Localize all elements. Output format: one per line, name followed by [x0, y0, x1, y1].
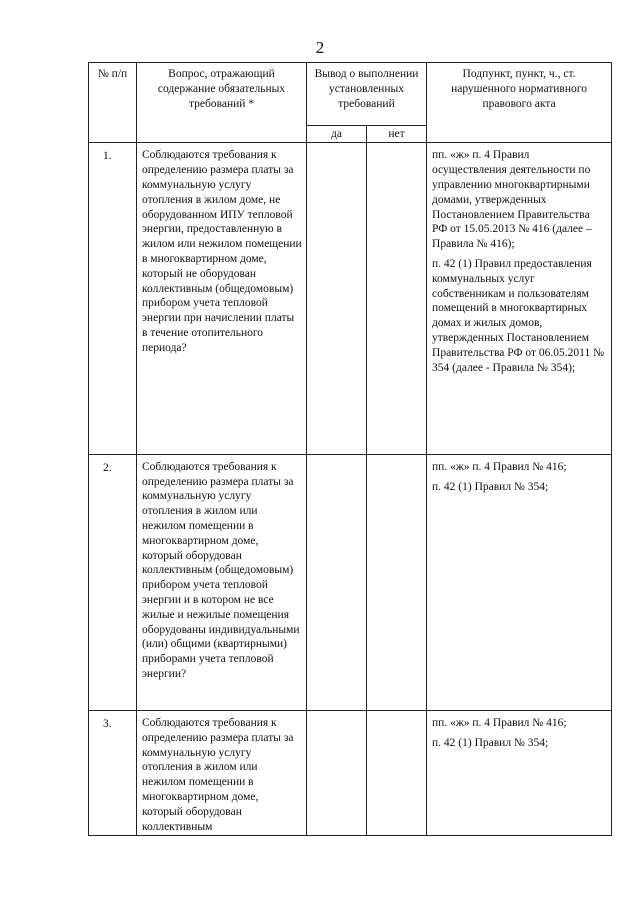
no-cell[interactable] [367, 143, 427, 454]
row-number: 2. [89, 454, 137, 710]
row-reference [427, 143, 612, 454]
yes-cell[interactable] [307, 711, 367, 836]
row-question: Соблюдаются требования к определению размера платы за коммунальную услугу отопления в жилом доме, не оборудованном ИПУ тепловой энергии, предоставленную в жилом или нежилом помещении в многоквартирном доме, который не оборудован коллективным (общедомовым) прибором учета тепловой энергии при начислении платы в течение отопительного периода? [137, 143, 307, 454]
yes-cell[interactable] [307, 454, 367, 710]
header-question: Вопрос, отражающий содержание обязательных требований * [137, 63, 307, 143]
header-yes: да [307, 126, 367, 143]
page-number: 2 [315, 38, 325, 57]
header-row [89, 63, 612, 126]
no-cell[interactable] [367, 711, 427, 836]
table-row [89, 711, 612, 836]
row-reference [427, 711, 612, 836]
reference-item: п. 42 (1) Правил предоставления коммунальных услуг собственникам и пользователям помещений в многоквартирных домах и жилых домов, утвержденных Постановлением Правительства РФ от 06.05.2011 № 354 (далее - Правила № 354); [432, 257, 605, 374]
yes-cell[interactable] [307, 143, 367, 454]
requirements-table [88, 62, 612, 836]
row-reference [427, 454, 612, 710]
row-number: 3. [89, 711, 137, 836]
reference-item: п. 42 (1) Правил № 354; [432, 736, 549, 749]
reference-item: п. 42 (1) Правил № 354; [432, 480, 549, 493]
reference-item: пп. «ж» п. 4 Правил № 416; [432, 717, 567, 729]
reference-item: пп. «ж» п. 4 Правил № 416; [432, 460, 567, 473]
row-number: 1. [89, 143, 137, 454]
row-question: Соблюдаются требования к определению размера платы за коммунальную услугу отопления в жилом или нежилом помещении в многоквартирном доме, который оборудован коллективным (общедомовым) прибором учета тепловой энергии и в котором не все жилые и нежилые помещения оборудованы индивидуальными (или) общими (квартирными) приборами учета тепловой энергии? [137, 454, 307, 710]
no-cell[interactable] [367, 454, 427, 710]
reference-item: пп. «ж» п. 4 Правил осуществления деятельности по управлению многоквартирными домами, утвержденных Постановлением Правительства РФ от 15.05.2013 № 416 (далее – Правила № 416); [432, 149, 592, 251]
table-row [89, 143, 612, 454]
header-result: Вывод о выполнении установленных требований [307, 63, 427, 126]
table-row [89, 454, 612, 710]
header-no: нет [367, 126, 427, 143]
row-question: Соблюдаются требования к определению размера платы за коммунальную услугу отопления в жилом или нежилом помещении в многоквартирном доме, который оборудован коллективным [137, 711, 307, 836]
header-reference: Подпункт, пункт, ч., ст. нарушенного нормативного правового акта [427, 63, 612, 143]
header-num: № п/п [89, 63, 137, 143]
